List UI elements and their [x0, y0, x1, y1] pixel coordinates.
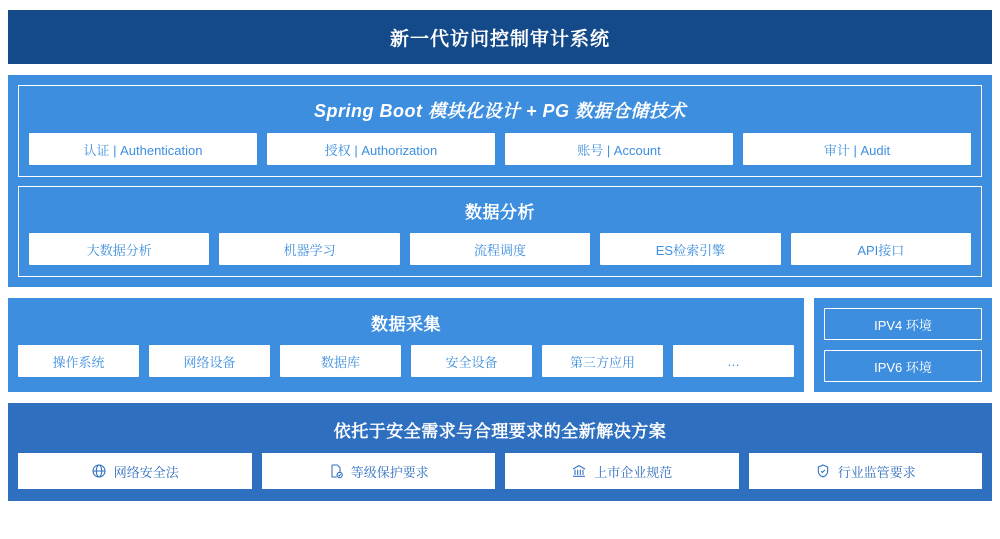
- analysis-item-bigdata[interactable]: 大数据分析: [29, 233, 209, 265]
- collection-item-os[interactable]: 操作系统: [18, 345, 139, 377]
- platform-item-authentication[interactable]: 认证 | Authentication: [29, 133, 257, 165]
- compliance-chip-row: [18, 453, 982, 489]
- collection-item-third-party-app[interactable]: 第三方应用: [542, 345, 663, 377]
- collection-item-security-device[interactable]: 安全设备: [411, 345, 532, 377]
- environment-item-ipv4[interactable]: IPV4 环境: [824, 308, 982, 340]
- page-title: 新一代访问控制审计系统: [389, 28, 610, 50]
- platform-item-audit[interactable]: 审计 | Audit: [743, 133, 971, 165]
- collection-row: [8, 298, 992, 392]
- platform-chip-row: [29, 133, 971, 165]
- analysis-layer: [18, 186, 982, 277]
- shield-check-icon: [815, 463, 831, 479]
- compliance-item-label: 等级保护要求: [350, 464, 429, 480]
- environment-item-ipv6[interactable]: IPV6 环境: [824, 350, 982, 382]
- compliance-item-label: 网络安全法: [113, 464, 179, 480]
- globe-icon: [91, 463, 107, 479]
- platform-item-account[interactable]: 账号 | Account: [505, 133, 733, 165]
- compliance-item-mlps[interactable]: [262, 453, 496, 489]
- compliance-item-listed-company[interactable]: [505, 453, 739, 489]
- document-check-icon: [328, 463, 344, 479]
- compliance-panel: [8, 403, 992, 501]
- platform-layer-title: Spring Boot 模块化设计 + PG 数据仓储技术: [313, 101, 686, 121]
- analysis-item-es-search[interactable]: ES检索引擎: [600, 233, 780, 265]
- environment-panel: [814, 298, 992, 392]
- compliance-title: 依托于安全需求与合理要求的全新解决方案: [333, 422, 667, 441]
- analysis-chip-row: [29, 233, 971, 265]
- compliance-item-label: 上市企业规范: [594, 464, 673, 480]
- compliance-item-industry-regulation[interactable]: [749, 453, 983, 489]
- bank-icon: [571, 463, 587, 479]
- analysis-item-process-scheduling[interactable]: 流程调度: [410, 233, 590, 265]
- analysis-layer-title: 数据分析: [465, 203, 535, 222]
- collection-item-network-device[interactable]: 网络设备: [149, 345, 270, 377]
- platform-layer: [18, 85, 982, 177]
- collection-item-more[interactable]: …: [673, 345, 794, 377]
- compliance-item-cybersecurity-law[interactable]: [18, 453, 252, 489]
- collection-item-database[interactable]: 数据库: [280, 345, 401, 377]
- page-title-bar: [8, 10, 992, 64]
- platform-analysis-panel: [8, 75, 992, 287]
- compliance-item-label: 行业监管要求: [837, 464, 916, 480]
- diagram-root: [0, 10, 1000, 539]
- platform-item-authorization[interactable]: 授权 | Authorization: [267, 133, 495, 165]
- analysis-item-api[interactable]: API接口: [791, 233, 971, 265]
- collection-chip-row: [18, 345, 794, 377]
- collection-title: 数据采集: [371, 315, 441, 334]
- collection-panel: [8, 298, 804, 392]
- analysis-item-machine-learning[interactable]: 机器学习: [219, 233, 399, 265]
